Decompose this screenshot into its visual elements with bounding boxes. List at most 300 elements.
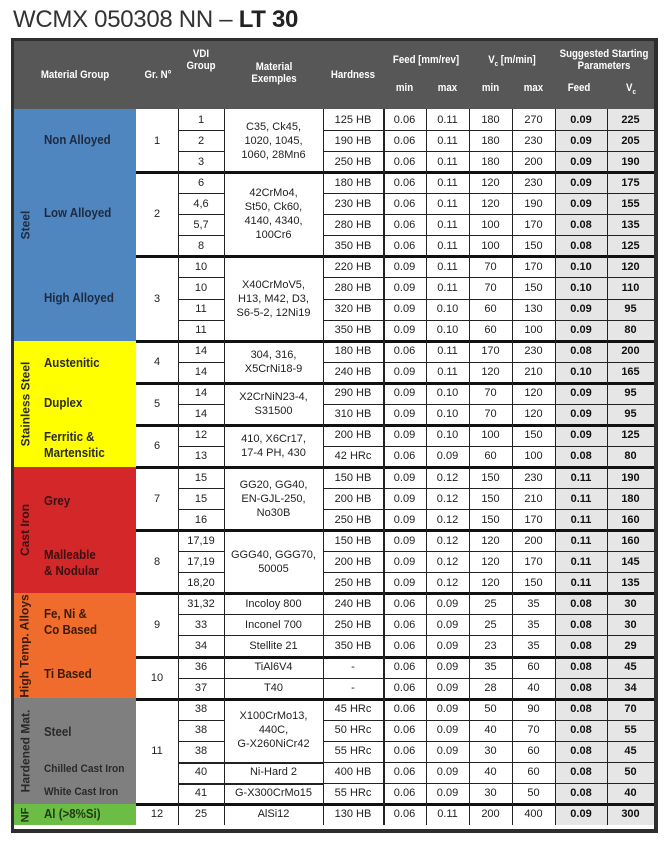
group-number-cell: 6 [153, 439, 161, 452]
feed-min-cell: 0.06 [393, 197, 416, 210]
hardness-cell: 200 HB [334, 429, 372, 442]
vdi-cell: 2 [197, 134, 205, 147]
hardness-cell: 310 HB [334, 408, 372, 421]
header-suggested-line2: Parameters [577, 60, 631, 72]
vc-min-cell: 28 [484, 682, 497, 695]
vc-min-cell: 180 [481, 134, 500, 147]
row-divider [178, 678, 224, 679]
header-vc-max: max [523, 82, 544, 94]
feed-min-cell: 0.06 [393, 682, 416, 695]
suggested-feed-cell: 0.09 [555, 425, 607, 446]
suggested-feed-cell: 0.09 [555, 193, 607, 214]
hardness-cell: 250 HB [334, 513, 372, 526]
feed-min-cell: 0.09 [393, 387, 416, 400]
feed-max-cell: 0.11 [437, 366, 458, 379]
vc-min-cell: 60 [484, 324, 497, 337]
suggested-vc-cell: 165 [607, 362, 654, 383]
suggested-vc-cell: 50 [607, 762, 654, 783]
vc-min-cell: 70 [484, 387, 497, 400]
column-divider [224, 109, 225, 825]
material-examples-cell: G-X300CrMo15 [234, 787, 313, 800]
vc-max-cell: 70 [527, 724, 540, 737]
hardness-cell: 150 HB [334, 534, 372, 547]
feed-min-cell: 0.06 [393, 155, 416, 168]
category-stainless-text: Stainless Steel [18, 361, 32, 447]
material-examples-text [237, 278, 311, 320]
vc-max-cell: 150 [524, 239, 543, 252]
material-examples-cell: Inconel 700 [245, 618, 302, 631]
feed-max-cell: 0.10 [436, 324, 459, 337]
feed-max-cell: 0.09 [436, 682, 459, 695]
material-line: 440C, [258, 724, 289, 737]
vc-max-cell: 90 [527, 703, 540, 716]
feed-max-cell: 0.12 [436, 513, 459, 526]
feed-max-cell: 0.09 [436, 639, 459, 652]
feed-max-cell: 0.12 [436, 534, 459, 547]
vdi-cell: 4,6 [193, 197, 209, 210]
material-examples-text [241, 432, 306, 460]
feed-max-cell: 0.12 [436, 555, 459, 568]
group-divider [136, 340, 654, 343]
material-line: C35, Ck45, [245, 120, 302, 133]
material-examples-cell: AlSi12 [257, 808, 290, 821]
row-divider [323, 741, 654, 742]
hardness-cell: - [351, 682, 355, 695]
suggested-feed-cell: 0.08 [555, 446, 607, 467]
row-divider [323, 614, 654, 615]
material-examples-cell [224, 699, 323, 762]
group-divider [136, 466, 654, 469]
vc-max-cell: 200 [524, 155, 543, 168]
title-grade: LT 30 [238, 6, 299, 33]
vdi-cell: 10 [194, 281, 208, 294]
category-label-high-temp [14, 593, 36, 698]
vc-min-cell: 70 [484, 260, 497, 273]
suggested-feed-cell: 0.11 [555, 572, 607, 593]
group-number-cell: 11 [151, 745, 163, 758]
material-examples-text [239, 390, 307, 418]
vc-min-cell: 150 [481, 471, 500, 484]
vdi-cell: 38 [194, 724, 208, 737]
sub-co-based: Co Based [44, 623, 98, 637]
hardness-cell: 280 HB [334, 218, 372, 231]
vc-max-cell: 230 [524, 471, 543, 484]
material-line: X40CrMoV5, [242, 278, 305, 291]
vc-max-cell: 230 [524, 176, 543, 189]
vc-max-cell: 120 [524, 387, 543, 400]
row-divider [178, 235, 224, 236]
group-divider [136, 382, 654, 385]
sub-chilled-cast-iron: Chilled Cast Iron [44, 763, 125, 775]
vc-min-cell: 120 [481, 555, 500, 568]
vc-min-cell: 25 [484, 618, 497, 631]
feed-min-cell: 0.06 [393, 661, 416, 674]
row-divider [178, 193, 224, 194]
row-divider [323, 151, 654, 152]
sub-high-alloyed: High Alloyed [44, 291, 114, 305]
suggested-feed-cell: 0.10 [555, 256, 607, 277]
material-examples-cell [224, 341, 323, 383]
vdi-cell: 13 [194, 450, 208, 463]
vc-min-cell: 180 [481, 113, 500, 126]
feed-max-cell: 0.11 [437, 176, 458, 189]
suggested-vc-cell: 190 [607, 467, 654, 488]
vc-min-cell: 40 [484, 724, 497, 737]
material-examples-text [237, 709, 309, 751]
sub-hardened-steel: Steel [44, 725, 72, 739]
sub-ferritic: Ferritic & [44, 430, 95, 444]
material-line: 4140, 4340, [244, 215, 303, 228]
group-number-cell: 9 [153, 618, 161, 631]
feed-min-cell: 0.06 [393, 724, 416, 737]
header-material-line1: Material [255, 61, 293, 73]
hardness-cell: 280 HB [334, 281, 372, 294]
table-header [14, 41, 654, 109]
hardness-cell: 350 HB [334, 639, 372, 652]
vdi-cell: 3 [197, 155, 205, 168]
vc-min-cell: 150 [481, 492, 500, 505]
suggested-feed-cell: 0.09 [555, 172, 607, 193]
row-divider [178, 362, 224, 363]
header-vdi-group [181, 48, 221, 72]
material-examples-cell [224, 109, 323, 172]
hardness-cell: 350 HB [334, 324, 372, 337]
vdi-cell: 36 [194, 661, 208, 674]
header-vc [474, 54, 550, 71]
header-suggested [558, 48, 650, 72]
row-divider [323, 551, 654, 552]
group-divider [136, 803, 654, 806]
row-divider [323, 488, 654, 489]
vdi-cell: 17,19 [187, 534, 215, 547]
suggested-vc-cell: 160 [607, 509, 654, 530]
suggested-feed-cell: 0.09 [555, 130, 607, 151]
suggested-vc-cell: 225 [607, 109, 654, 130]
vc-min-cell: 30 [484, 787, 497, 800]
vdi-cell: 10 [194, 260, 208, 273]
vc-min-cell: 60 [484, 303, 497, 316]
suggested-vc-cell: 135 [607, 214, 654, 235]
row-divider [224, 635, 323, 636]
row-divider [178, 320, 224, 321]
vdi-cell: 34 [194, 639, 208, 652]
suggested-feed-cell: 0.08 [555, 762, 607, 783]
material-examples-cell: Incoloy 800 [245, 597, 302, 610]
vc-max-cell: 100 [524, 324, 543, 337]
vdi-cell: 16 [194, 513, 208, 526]
sub-grey: Grey [44, 494, 71, 508]
hardness-cell: 150 HB [334, 471, 372, 484]
vc-min-cell: 120 [481, 576, 500, 589]
row-divider [323, 193, 654, 194]
hardness-cell: 180 HB [334, 176, 372, 189]
suggested-vc-cell: 95 [607, 299, 654, 320]
row-divider [224, 678, 323, 679]
feed-max-cell: 0.11 [437, 218, 458, 231]
group-number-cell: 7 [153, 492, 161, 505]
material-examples-cell [224, 256, 323, 340]
vdi-cell: 15 [194, 471, 208, 484]
vc-min-cell: 200 [481, 808, 500, 821]
vc-min-cell: 120 [481, 366, 500, 379]
category-stainless [14, 341, 136, 467]
vc-max-cell: 130 [524, 303, 543, 316]
vc-max-cell: 60 [527, 661, 540, 674]
vc-min-cell: 23 [484, 639, 497, 652]
material-line: EN-GJL-250, [241, 492, 306, 505]
vc-max-cell: 150 [524, 281, 543, 294]
vc-max-cell: 50 [527, 787, 540, 800]
header-feed-max: max [437, 82, 458, 94]
row-divider [323, 404, 654, 405]
feed-min-cell: 0.09 [393, 281, 416, 294]
suggested-feed-cell: 0.09 [555, 804, 607, 825]
feed-max-cell: 0.12 [436, 576, 459, 589]
category-label-nf [14, 804, 36, 825]
header-material-group: Material Group [40, 69, 110, 81]
suggested-vc-cell: 160 [607, 530, 654, 551]
material-line: X100CrMo13, [239, 710, 308, 723]
suggested-vc-cell: 190 [607, 151, 654, 172]
feed-min-cell: 0.06 [393, 218, 416, 231]
vc-min-cell: 50 [484, 703, 497, 716]
suggested-vc-cell: 110 [607, 277, 654, 298]
vdi-cell: 15 [194, 492, 208, 505]
cutting-data-table [11, 38, 658, 833]
group-number-cell: 1 [153, 134, 161, 147]
row-divider [178, 720, 224, 721]
hardness-cell: 50 HRc [334, 724, 372, 737]
group-number-cell: 4 [153, 355, 161, 368]
hardness-cell: 240 HB [334, 597, 372, 610]
suggested-feed-cell: 0.08 [555, 657, 607, 678]
material-line: No30B [256, 506, 291, 519]
feed-min-cell: 0.09 [393, 534, 416, 547]
material-line: 100Cr6 [255, 229, 292, 242]
hardness-cell: 240 HB [334, 366, 372, 379]
suggested-feed-cell: 0.08 [555, 235, 607, 256]
vc-max-cell: 400 [524, 808, 543, 821]
suggested-vc-cell: 80 [607, 446, 654, 467]
suggested-feed-cell: 0.08 [555, 720, 607, 741]
category-steel [14, 109, 136, 341]
feed-max-cell: 0.09 [436, 597, 459, 610]
row-divider [323, 446, 654, 447]
row-divider [178, 404, 224, 405]
hardness-cell: 45 HRc [334, 703, 372, 716]
feed-max-cell: 0.09 [436, 787, 459, 800]
row-divider [178, 572, 224, 573]
header-vc-symbol: V [488, 54, 495, 66]
hardness-cell: 180 HB [334, 345, 372, 358]
row-divider [178, 551, 224, 552]
group-divider [136, 656, 654, 659]
feed-min-cell: 0.06 [393, 134, 416, 147]
vdi-cell: 8 [197, 239, 205, 252]
row-divider [178, 614, 224, 615]
hardness-cell: 220 HB [334, 260, 372, 273]
subgroup-divider [178, 783, 323, 785]
suggested-feed-cell: 0.08 [555, 593, 607, 614]
category-high-temp-text: High Temp. Alloys [18, 593, 32, 698]
category-high-temp [14, 593, 136, 698]
material-examples-text [240, 478, 308, 520]
vc-min-cell: 170 [481, 345, 500, 358]
feed-max-cell: 0.10 [436, 303, 459, 316]
suggested-feed-cell: 0.10 [555, 277, 607, 298]
row-divider [178, 635, 224, 636]
suggested-vc-cell: 29 [607, 635, 654, 656]
feed-min-cell: 0.09 [393, 324, 416, 337]
suggested-feed-cell: 0.11 [555, 551, 607, 572]
material-examples-cell: Stellite 21 [249, 639, 298, 652]
suggested-vc-cell: 30 [607, 614, 654, 635]
material-examples-cell [224, 530, 323, 593]
header-suggested-line1: Suggested Starting [559, 48, 649, 60]
vc-max-cell: 150 [524, 429, 543, 442]
vdi-cell: 14 [194, 366, 208, 379]
header-feed-min: min [395, 82, 414, 94]
feed-min-cell: 0.06 [393, 450, 416, 463]
feed-min-cell: 0.06 [393, 703, 416, 716]
vc-max-cell: 230 [524, 345, 543, 358]
category-nf-text: NF [18, 807, 31, 822]
vdi-cell: 25 [194, 808, 208, 821]
feed-max-cell: 0.09 [436, 766, 459, 779]
column-divider [426, 109, 427, 825]
vc-max-cell: 35 [527, 597, 540, 610]
hardness-cell: 125 HB [334, 113, 372, 126]
sub-nodular: & Nodular [44, 564, 99, 578]
vc-max-cell: 35 [527, 618, 540, 631]
material-line: 1060, 28Mn6 [241, 148, 306, 161]
header-sug-vc-sub: c [632, 89, 636, 97]
material-examples-cell [224, 172, 323, 256]
sub-aluminium: Al (>8%Si) [44, 807, 101, 821]
vc-min-cell: 70 [484, 281, 497, 294]
header-gr-no: Gr. N° [144, 69, 172, 81]
column-divider [383, 109, 385, 825]
suggested-feed-cell: 0.09 [555, 299, 607, 320]
group-number-cell: 12 [150, 808, 164, 821]
feed-min-cell: 0.06 [393, 787, 416, 800]
group-divider [136, 255, 654, 258]
row-divider [323, 214, 654, 215]
material-line: 50005 [258, 562, 289, 575]
suggested-vc-cell: 125 [607, 425, 654, 446]
column-divider [178, 109, 179, 825]
suggested-feed-cell: 0.08 [555, 341, 607, 362]
vc-max-cell: 200 [524, 534, 543, 547]
suggested-feed-cell: 0.08 [555, 741, 607, 762]
vc-max-cell: 210 [524, 366, 543, 379]
suggested-feed-cell: 0.09 [555, 404, 607, 425]
suggested-vc-cell: 34 [607, 678, 654, 699]
hardness-cell: 190 HB [334, 134, 372, 147]
sub-martensitic: Martensitic [44, 446, 105, 460]
category-steel-text: Steel [18, 210, 32, 240]
feed-min-cell: 0.09 [393, 471, 416, 484]
row-divider [323, 783, 654, 784]
feed-max-cell: 0.09 [436, 745, 459, 758]
vdi-cell: 40 [194, 766, 208, 779]
category-cast-iron [14, 467, 136, 593]
material-examples-cell [224, 425, 323, 467]
suggested-feed-cell: 0.11 [555, 530, 607, 551]
category-label-hardened [14, 698, 36, 804]
vc-min-cell: 70 [484, 408, 497, 421]
feed-max-cell: 0.09 [436, 618, 459, 631]
hardness-cell: - [351, 661, 355, 674]
column-divider [607, 109, 608, 825]
feed-max-cell: 0.11 [437, 134, 458, 147]
column-divider [469, 109, 470, 825]
vc-min-cell: 150 [481, 513, 500, 526]
row-divider [323, 277, 654, 278]
material-examples-text [241, 120, 305, 162]
vc-min-cell: 40 [484, 766, 497, 779]
feed-max-cell: 0.11 [437, 260, 458, 273]
hardness-cell: 130 HB [334, 808, 372, 821]
feed-min-cell: 0.06 [393, 808, 416, 821]
suggested-feed-cell: 0.08 [555, 635, 607, 656]
suggested-feed-cell: 0.09 [555, 320, 607, 341]
feed-max-cell: 0.12 [436, 492, 459, 505]
feed-max-cell: 0.11 [437, 197, 458, 210]
feed-min-cell: 0.06 [393, 113, 416, 126]
sub-austenitic: Austenitic [44, 356, 100, 370]
feed-min-cell: 0.09 [393, 576, 416, 589]
vc-max-cell: 190 [524, 197, 543, 210]
hardness-cell: 350 HB [334, 239, 372, 252]
hardness-cell: 250 HB [334, 618, 372, 631]
header-feed: Feed [mm/rev] [392, 54, 460, 66]
feed-max-cell: 0.11 [437, 281, 458, 294]
vc-min-cell: 120 [481, 197, 500, 210]
vc-max-cell: 170 [524, 555, 543, 568]
row-divider [178, 509, 224, 510]
material-examples-cell: Ni-Hard 2 [249, 766, 298, 779]
vdi-cell: 14 [194, 345, 208, 358]
feed-max-cell: 0.09 [436, 724, 459, 737]
vdi-cell: 31,32 [187, 597, 215, 610]
header-vc-unit: [m/min] [500, 54, 536, 66]
sub-malleable: Malleable [44, 548, 96, 562]
suggested-vc-cell: 80 [607, 320, 654, 341]
vdi-cell: 14 [194, 387, 208, 400]
material-line: S6-5-2, 12Ni19 [236, 306, 311, 319]
row-divider [323, 130, 654, 131]
row-divider [323, 235, 654, 236]
group-divider [136, 529, 654, 532]
vdi-cell: 41 [194, 787, 208, 800]
feed-min-cell: 0.09 [393, 366, 416, 379]
material-examples-cell [224, 383, 323, 425]
vc-max-cell: 270 [524, 113, 543, 126]
row-divider [178, 130, 224, 131]
header-vc-min: min [481, 82, 500, 94]
group-divider [136, 424, 654, 427]
vdi-cell: 6 [197, 176, 205, 189]
vdi-cell: 14 [194, 408, 208, 421]
material-examples-cell: T40 [264, 682, 283, 695]
hardness-cell: 200 HB [334, 555, 372, 568]
group-number-cell: 3 [153, 292, 161, 305]
row-divider [323, 572, 654, 573]
group-divider [136, 171, 654, 174]
material-line: H13, M42, D3, [238, 292, 309, 305]
vc-max-cell: 120 [524, 408, 543, 421]
